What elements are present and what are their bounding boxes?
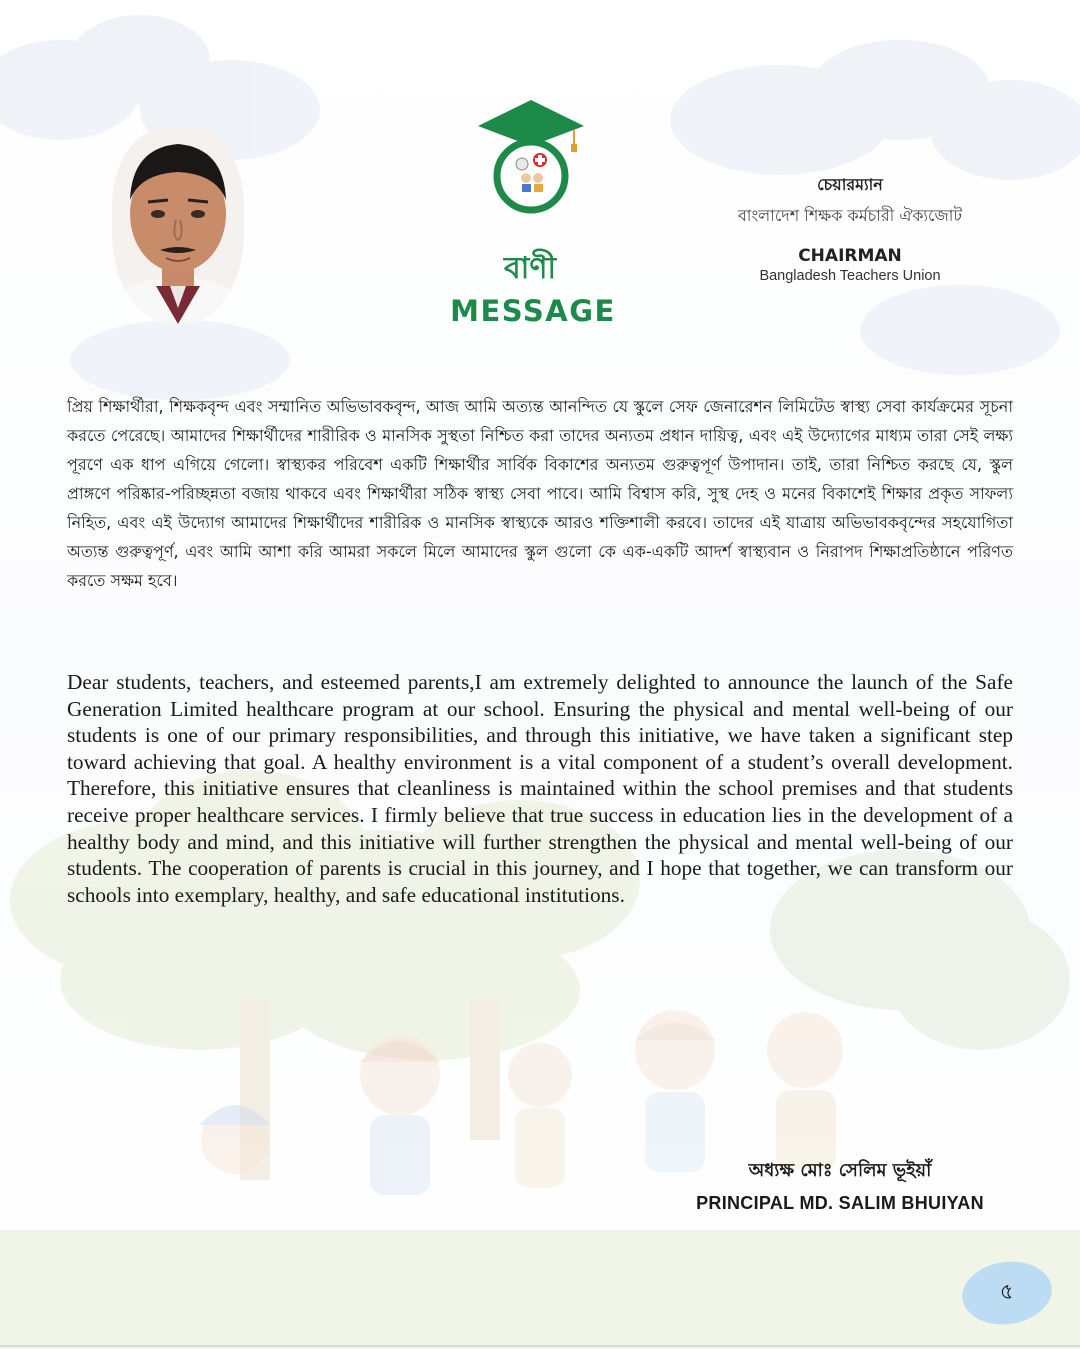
safe-generation-logo <box>476 100 586 216</box>
message-body-bangla: প্রিয় শিক্ষার্থীরা, শিক্ষকবৃন্দ এবং সম্মানিত অভিভাবকবৃন্দ, আজ আমি অত্যন্ত আনন্দিত যে স্কুলে সেফ জেনারেশন লিমিটেড স্বাস্থ্য সেবা কার্যক্রমের সূচনা করতে পেরেছে। আমাদের শিক্ষার্থীদের শারীরিক ও মানসিক সুস্থতা নিশ্চিত করা তাদের অন্যতম প্রধান দায়িত্ব, এবং এই উদ্যোগের মাধ্যম তারা সেই লক্ষ্য পূরণে এক ধাপ এগিয়ে গেলো। স্বাস্থ্যকর পরিবেশ একটি শিক্ষার্থীর সার্বিক বিকাশের অন্যতম গুরুত্বপূর্ণ উপাদান। তাই, তারা নিশ্চিত করছে যে, স্কুল প্রাঙ্গণে পরিষ্কার-পরিচ্ছন্নতা বজায় থাকবে এবং শিক্ষার্থীরা সঠিক স্বাস্থ্য সেবা পাবে। আমি বিশ্বাস করি, সুস্থ দেহ ও মনের বিকাশেই শিক্ষার প্রকৃত সাফল্য নিহিত, এবং এই উদ্যোগ আমাদের শিক্ষার্থীদের শারীরিক ও মানসিক স্বাস্থ্যকে আরও শক্তিশালী করবে। তাদের এই যাত্রায় অভিভাবকবৃন্দের সহযোগিতা অত্যন্ত গুরুত্বপূর্ণ, এবং আমি আশা করি আমরা সকলে মিলে আমাদের স্কুল গুলো কে এক-একটি আদর্শ স্বাস্থ্যবান ও নিরাপদ শিক্ষাপ্রতিষ্ঠানে পরিণত করতে সক্ষম হবে। <box>67 397 1013 590</box>
chairman-portrait <box>112 128 244 324</box>
chairman-org-english: Bangladesh Teachers Union <box>759 268 941 284</box>
signature-name-english: PRINCIPAL MD. SALIM BHUIYAN <box>696 1193 984 1213</box>
chairman-org-bangla: বাংলাদেশ শিক্ষক কর্মচারী ঐক্যজোট <box>737 206 963 225</box>
chairman-title-english: CHAIRMAN <box>798 246 902 266</box>
message-body-english: Dear students, teachers, and esteemed parents,I am extremely delighted to announce the launch of the Safe Generation Limited healthcare program at our school. Ensuring the physical and mental well-being of our students is one of our primary responsibilities, and through this initiative, we have taken a significant step toward achieving that goal. A healthy environment is a vital component of a student’s overall development. Therefore, this initiative ensures that cleanliness is maintained within the school premises and that students receive proper healthcare services. I firmly believe that true success in education lies in the development of a healthy body and mind, and this initiative will further strengthen the physical and mental well-being of our students. The cooperation of parents is crucial in this journey, and I hope that together, we can transform our schools into exemplary, healthy, and safe educational institutions. <box>67 670 1013 907</box>
graduation-cap-medical-logo-icon <box>476 100 586 216</box>
portrait-illustration <box>112 128 244 324</box>
chairman-designation <box>700 172 1000 284</box>
title-english: MESSAGE <box>450 294 616 328</box>
signature-block <box>690 1156 990 1214</box>
signature-name-bangla: অধ্যক্ষ মোঃ সেলিম ভূইয়াঁ <box>748 1160 932 1181</box>
title-bangla: বাণী <box>503 251 557 286</box>
grass <box>0 1230 1080 1349</box>
chairman-title-bangla: চেয়ারম্যান <box>817 175 883 194</box>
page-number: ৫ <box>998 1278 1016 1306</box>
